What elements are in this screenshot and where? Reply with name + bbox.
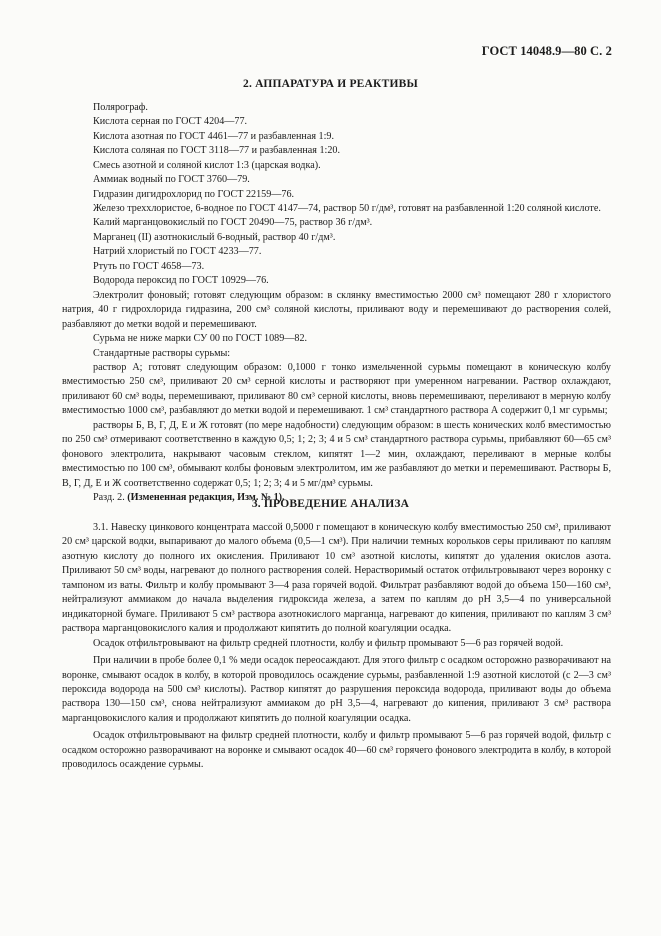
reagent-item: Кислота азотная по ГОСТ 4461—77 и разбавленная 1:9. [93, 130, 334, 142]
edit-note: (Измененная редакция, Изм. № 1). [127, 492, 285, 504]
reagent-paragraph-iron: Железо треххлористое, 6-водное по ГОСТ 4147—74, раствор 50 г/дм³, готовят на разбавленной 1:20 соляной кислоте. [93, 203, 601, 214]
paragraph-3-1: 3.1. Навеску цинкового концентрата массой 0,5000 г помещают в коническую колбу вместимостью 250 см³, приливают 20 см³ царской водки, выпаривают до малого объема (0,5—1 см³). При наличии темных корольков серы приливают по каплям азотную кислоту до полного их окисления. Приливают 10 см³ азотной кислоты, кипятят до удаления окислов азота. Приливают 50 см³ воды, нагревают до полного растворения солей. Нерастворимый остаток отфильтровывают через воронку с тампоном из ваты. Фильтр и колбу промывают 3—4 раза горячей водой. Фильтрат разбавляют водой до объема 150—160 см³, нейтрализуют аммиаком до начала выделения гидроксида железа, а затем по каплям до pH 3,5—4 по универсальной индикаторной бумаге. Приливают 5 см³ раствора азотнокислого марганца, нагревают до кипения, приливают по каплям 3 см³ раствора марганцовокислого калия и продолжают кипятить до полной коагуляции осадка. [62, 522, 611, 635]
reagent-item: Марганец (II) азотнокислый 6-водный, раствор 40 г/дм³. [93, 231, 336, 243]
section-2-body-wide [62, 202, 611, 506]
section-3-title: 3. ПРОВЕДЕНИЕ АНАЛИЗА [251, 498, 410, 510]
reagent-paragraph-electrolyte: Электролит фоновый; готовят следующим образом: в склянку вместимостью 2000 см³ помещают 280 г хлористого натрия, 40 г гидрохлорида гидразина, 200 см³ соляной кислоты, приливают воду и перемешивают до растворения солей, разбавляют до метки водой и перемешивают. [62, 289, 611, 330]
section-2-body [90, 101, 610, 202]
reagent-item: Кислота серная по ГОСТ 4204—77. [93, 116, 248, 128]
reagent-item: Кислота соляная по ГОСТ 3118—77 и разбавленная 1:20. [93, 145, 341, 157]
paragraph-filter: Осадок отфильтровывают на фильтр средней плотности, колбу и фильтр промывают 5—6 раз горячей водой. [93, 637, 564, 649]
paragraph-reprecipitation: При наличии в пробе более 0,1 % меди осадок переосаждают. Для этого фильтр с осадком осторожно разворачивают на воронке, смывают осадок в колбу, в которой проводилось осаждение сурьмы, разбавленной 1:9 азотной кислотой (с 2—3 см³ пероксида водорода на 500 см³ кислоты). Раствор кипятят до разрушения пероксида водорода, приливают воды до объема раствора 130—150 см³, снова нейтрализуют аммиаком до pH 3,5—4, нагревают до кипения, приливают 3 см³ раствора марганцовокислого калия и продолжают кипятить до полной коагуляции осадка. [62, 655, 611, 724]
running-header: ГОСТ 14048.9—80 С. 2 [481, 44, 612, 58]
reagent-item: Смесь азотной и соляной кислот 1:3 (царская водка). [93, 159, 321, 171]
reagent-item: Аммиак водный по ГОСТ 3760—79. [93, 174, 250, 186]
section-2-title: 2. АППАРАТУРА И РЕАКТИВЫ [243, 78, 418, 90]
edit-note-prefix: Разд. 2. [93, 492, 128, 504]
reagent-item: Полярограф. [93, 102, 148, 113]
reagent-item: Стандартные растворы сурьмы: [93, 347, 231, 359]
paragraph-final-filter: Осадок отфильтровывают на фильтр средней плотности, колбу и фильтр промывают 5—6 раз горячей водой, фильтр с осадком осторожно разворачивают на воронке и смывают осадок 40—60 см³ горячего фонового электродита в колбу, в которой проводилось осаждение сурьмы. [62, 730, 611, 771]
reagent-item: Ртуть по ГОСТ 4658—73. [93, 260, 205, 272]
reagent-item: Сурьма не ниже марки СУ 00 по ГОСТ 1089—82. [93, 333, 308, 345]
reagent-item: Гидразин дигидрохлорид по ГОСТ 22159—76. [93, 188, 295, 200]
reagent-item: Калий марганцовокислый по ГОСТ 20490—75, раствор 36 г/дм³. [93, 217, 373, 229]
section-3-body [62, 521, 611, 773]
reagent-item: Натрий хлористый по ГОСТ 4233—77. [93, 246, 262, 258]
solution-a-paragraph: раствор А; готовят следующим образом: 0,1000 г тонко измельченной сурьмы помещают в коническую колбу вместимостью 250 см³, приливают 20 см³ серной кислоты и растворяют при умеренном нагревании. Раствор охлаждают, приливают 60 см³ воды, перемешивают, приливают 80 см³ серной кислоты, вновь перемешивают, переливают в мерную колбу вместимостью 1000 см³, разбавляют до метки водой и перемешивают. 1 см³ стандартного раствора А содержит 0,1 мг сурьмы; [62, 361, 611, 417]
solutions-b-paragraph: растворы Б, В, Г, Д, Е и Ж готовят (по мере надобности) следующим образом: в шесть конических колб вместимостью по 250 см³ отмеривают соответственно в каждую 0,5; 1; 2; 3; 4 и 5 см³ стандартного раствора сурьмы, прибавляют 60—65 см³ фонового электролита, накрывают часовым стеклом, кипятят 1—2 мин, охлаждают, переливают в мерные колбы вместимостью по 100 см³, обмывают колбы фоновым электролитом, им же разбавляют до метки и перемешивают. Растворы Б, В, Г, Д, Е и Ж соответственно содержат 0,5; 1; 2; 3; 4 и 5 мг/дм³ сурьмы. [62, 419, 611, 489]
reagent-item: Водорода пероксид по ГОСТ 10929—76. [93, 275, 269, 287]
